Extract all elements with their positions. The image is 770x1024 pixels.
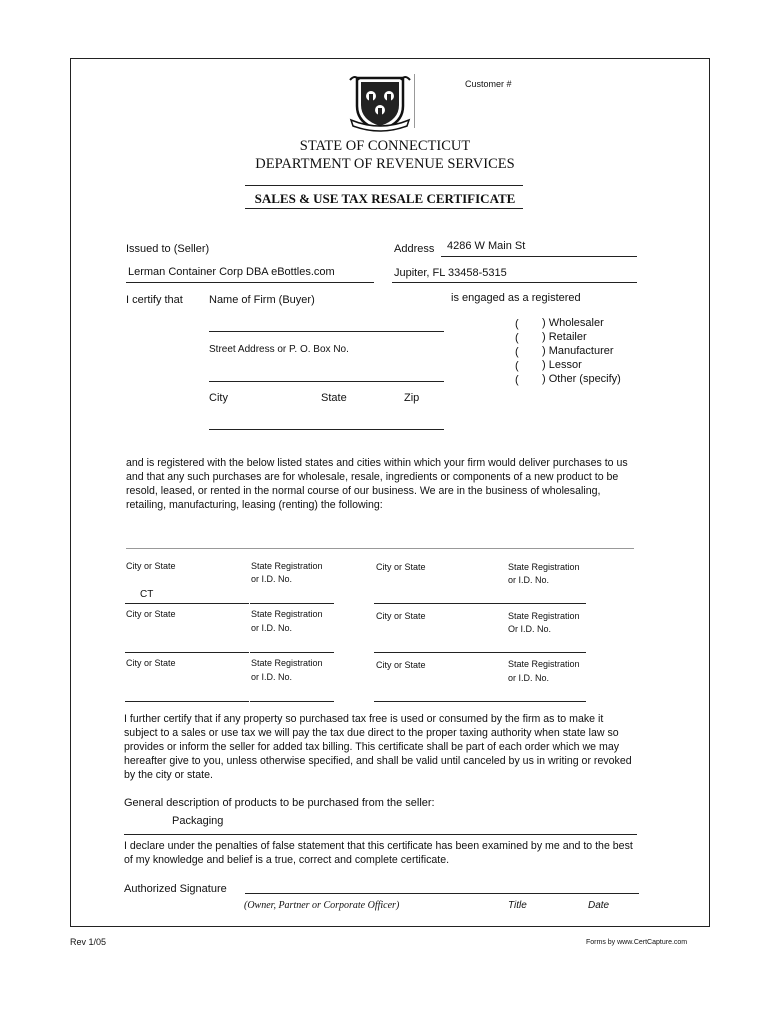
- id-number-label: or I.D. No.: [508, 575, 550, 585]
- signature-label: Authorized Signature: [124, 883, 227, 895]
- declaration-paragraph: I declare under the penalties of false statement that this certificate has been examined by me and to the best of my knowledge and belief is a true, correct and complete certificate.: [124, 840, 633, 866]
- table-top-rule: [126, 548, 634, 549]
- issued-to-label: Issued to (Seller): [126, 243, 210, 255]
- signature-line[interactable]: [245, 893, 639, 894]
- title-underline: [245, 208, 523, 209]
- city-or-state-label: City or State: [126, 561, 176, 571]
- state-registration-label: State Registration: [508, 611, 580, 621]
- entry-line[interactable]: [250, 603, 334, 604]
- entry-line[interactable]: [125, 701, 249, 702]
- form-title: SALES & USE TAX RESALE CERTIFICATE: [254, 191, 516, 206]
- city-or-state-label: City or State: [126, 658, 176, 668]
- title-caption: Title: [508, 900, 527, 911]
- address-label: Address: [394, 243, 435, 255]
- id-number-label: or I.D. No.: [251, 672, 293, 682]
- manufacturer-paren[interactable]: (: [515, 346, 519, 358]
- lessor-paren[interactable]: (: [515, 360, 519, 372]
- products-label: General description of products to be purchased from the seller:: [124, 797, 435, 809]
- retailer-paren[interactable]: (: [515, 332, 519, 344]
- id-number-label: or I.D. No.: [251, 623, 293, 633]
- revision-label: Rev 1/05: [70, 937, 107, 947]
- city-or-state-label: City or State: [376, 611, 426, 621]
- connecticut-seal-icon: [349, 72, 411, 134]
- date-caption: Date: [588, 900, 610, 911]
- firm-name-label: Name of Firm (Buyer): [209, 294, 315, 306]
- street-line[interactable]: [209, 381, 444, 382]
- state-registration-label: State Registration: [251, 609, 323, 619]
- credit-label: Forms by www.CertCapture.com: [586, 939, 688, 946]
- firm-name-line[interactable]: [209, 331, 444, 332]
- seal-divider: [414, 74, 415, 128]
- city-label: City: [209, 392, 228, 404]
- engaged-label: is engaged as a registered: [451, 292, 581, 304]
- city-or-state-label: City or State: [376, 660, 426, 670]
- entry-line[interactable]: [125, 603, 249, 604]
- seller-address-value[interactable]: 4286 W Main St: [447, 240, 526, 252]
- city-or-state-label: City or State: [376, 562, 426, 572]
- other-option: ) Other (specify): [542, 373, 621, 385]
- street-label: Street Address or P. O. Box No.: [209, 344, 349, 355]
- customer-number-label: Customer #: [465, 79, 512, 89]
- state-registration-label: State Registration: [508, 659, 580, 669]
- department-title: DEPARTMENT OF REVENUE SERVICES: [255, 156, 515, 172]
- ct-entry-value[interactable]: CT: [140, 589, 154, 600]
- seller-city-value[interactable]: Jupiter, FL 33458-5315: [394, 267, 507, 279]
- wholesaler-paren[interactable]: (: [515, 318, 519, 330]
- entry-line[interactable]: [374, 701, 586, 702]
- id-number-label: or I.D. No.: [251, 574, 293, 584]
- registration-paragraph: and is registered with the below listed states and cities within which your firm would deliver purchases to us and that any such purchases are for wholesale, resale, ingredients or components of a new product to be resold, leased, or rented in the normal course of our business. We are in the business of wholesaling, retailing, manufacturing, leasing (renting) the following:: [126, 457, 628, 511]
- certify-paragraph: I further certify that if any property so purchased tax free is used or consumed by the firm as to make it subject to a sales or use tax we will pay the tax due direct to the proper taxing authority when state law so provides or inform the seller for added tax billing. This certificate shall be part of each order which we may hereafter give to you, unless otherwise specified, and shall be valid until canceled by us in writing or revoked by the city or state.: [124, 713, 632, 781]
- wholesaler-option: ) Wholesaler: [542, 317, 604, 329]
- state-registration-label: State Registration: [508, 562, 580, 572]
- city-or-state-label: City or State: [126, 609, 176, 619]
- id-number-label: Or I.D. No.: [508, 624, 552, 634]
- entry-line[interactable]: [374, 603, 586, 604]
- entry-line[interactable]: [250, 652, 334, 653]
- products-value[interactable]: Packaging: [172, 815, 224, 827]
- seller-name-line: [126, 282, 374, 283]
- title-overline: [245, 185, 523, 186]
- city-state-zip-line[interactable]: [209, 429, 444, 430]
- seller-city-line: [392, 282, 637, 283]
- state-label: State: [321, 392, 347, 404]
- id-number-label: or I.D. No.: [508, 673, 550, 683]
- address-line: [441, 256, 637, 257]
- entry-line[interactable]: [374, 652, 586, 653]
- state-title: STATE OF CONNECTICUT: [299, 138, 471, 154]
- owner-caption: (Owner, Partner or Corporate Officer): [244, 900, 400, 911]
- zip-label: Zip: [404, 392, 420, 404]
- retailer-option: ) Retailer: [542, 331, 587, 343]
- state-registration-label: State Registration: [251, 658, 323, 668]
- certify-label: I certify that: [126, 294, 183, 306]
- lessor-option: ) Lessor: [542, 359, 582, 371]
- state-registration-label: State Registration: [251, 561, 323, 571]
- other-paren[interactable]: (: [515, 374, 519, 386]
- manufacturer-option: ) Manufacturer: [542, 345, 614, 357]
- entry-line[interactable]: [250, 701, 334, 702]
- seller-name-value[interactable]: Lerman Container Corp DBA eBottles.com: [128, 266, 335, 278]
- products-line: [124, 834, 637, 835]
- entry-line[interactable]: [125, 652, 249, 653]
